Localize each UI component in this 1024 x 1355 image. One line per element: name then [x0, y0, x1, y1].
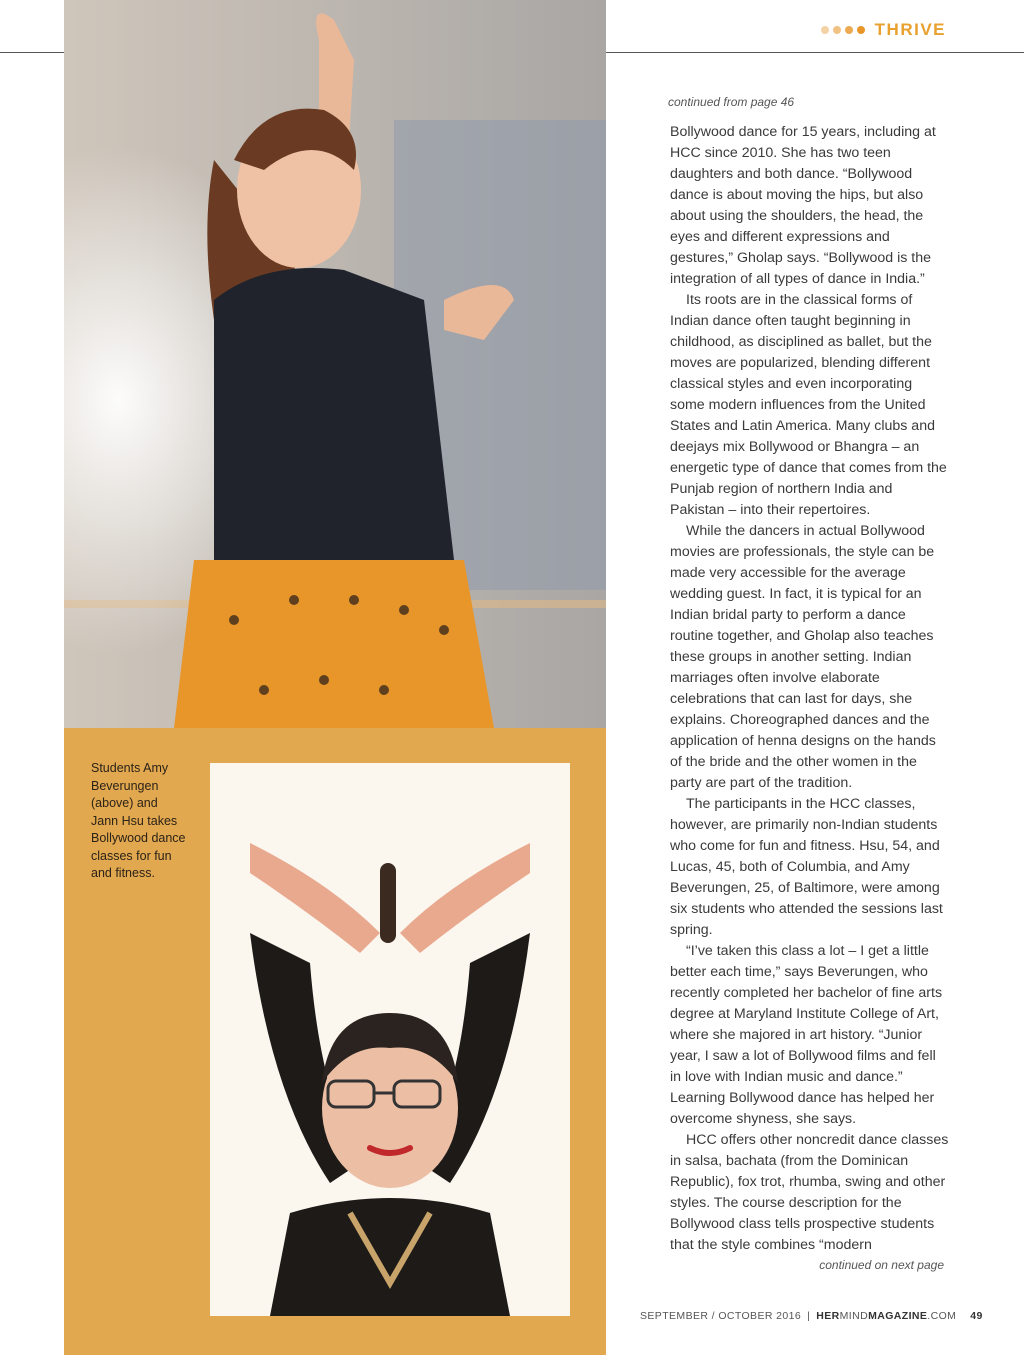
section-dot	[845, 26, 853, 34]
section-label: THRIVE	[874, 20, 946, 39]
header-rule-right	[606, 52, 1024, 53]
section-dot	[857, 26, 865, 34]
magazine-url	[816, 1310, 956, 1322]
article-paragraph: HCC offers other noncredit dance classes in salsa, bachata (from the Dominican Republic), fox trot, rhumba, swing and other styles. The course description for the Bollywood class tells prospective students that the style combines “modern	[670, 1132, 949, 1253]
caption-panel	[64, 728, 606, 1355]
header-rule-left	[0, 52, 64, 53]
article-paragraph: “I’ve taken this class a lot – I get a little better each time,” says Beverungen, who recently completed her bachelor of fine arts degree at Maryland Institute College of Art, where she majored in art history. “Junior year, I saw a lot of Bollywood films and fell in love with Indian music and dance.” Learning Bollywood dance has helped her overcome shyness, she says.	[670, 943, 943, 1127]
article-paragraph: While the dancers in actual Bollywood movies are professionals, the style can be made very accessible for the average wedding guest. In fact, it is typical for an Indian bridal party to perform a dance routine together, and Gholap also teaches these groups in another setting. Indian marriages often involve elaborate celebrations that can last for days, she explains. Choreographed dances and the application of henna designs on the hands of the bride and the other women in the party are part of the tradition.	[670, 523, 936, 791]
dancer-photo-top	[64, 0, 606, 728]
continued-from-note: continued from page 46	[668, 95, 795, 109]
article-paragraph: Its roots are in the classical forms of Indian dance often taught beginning in childhood, as disciplined as ballet, but the moves are popularized, blending different classical styles and even incorporating some modern influences from the United States and Latin America. Many clubs and deejays mix Bollywood or Bhangra – an energetic type of dance that comes from the Punjab region of northern India and Pakistan – into their repertoires.	[670, 292, 947, 518]
section-dot	[833, 26, 841, 34]
brand-mind: MIND	[839, 1310, 869, 1322]
dancer-illustration-bottom	[210, 763, 570, 1316]
brand-magazine: MAGAZINE	[868, 1310, 928, 1322]
footer-separator: |	[807, 1310, 811, 1322]
article-paragraph: Bollywood dance for 15 years, including at HCC since 2010. She has two teen daughters and both dance. “Bollywood dance is about moving the hips, but also about using the shoulders, the head, the eyes and different expressions and gestures,” Gholap says. “Bollywood is the integration of all types of dance in India.”	[670, 124, 936, 287]
brand-tld: .COM	[927, 1310, 957, 1322]
dancer-illustration-top	[64, 0, 606, 728]
article-body	[670, 122, 950, 1256]
brand-her: HER	[816, 1310, 840, 1322]
page-number: 49	[970, 1310, 983, 1322]
section-tag	[821, 20, 946, 40]
dancer-photo-bottom	[210, 763, 570, 1316]
photo-caption: Students Amy Beverungen (above) and Jann Hsu takes Bollywood dance classes for fun and fitness.	[91, 761, 186, 880]
issue-date: SEPTEMBER / OCTOBER 2016	[640, 1310, 802, 1322]
section-dot	[821, 26, 829, 34]
page-footer	[640, 1310, 983, 1322]
continued-next-note: continued on next page	[819, 1258, 944, 1272]
article-paragraph: The participants in the HCC classes, however, are primarily non-Indian students who come for fun and fitness. Hsu, 54, and Lucas, 45, both of Columbia, and Amy Beverungen, 25, of Baltimore, were among six students who attended the sessions last spring.	[670, 796, 943, 938]
